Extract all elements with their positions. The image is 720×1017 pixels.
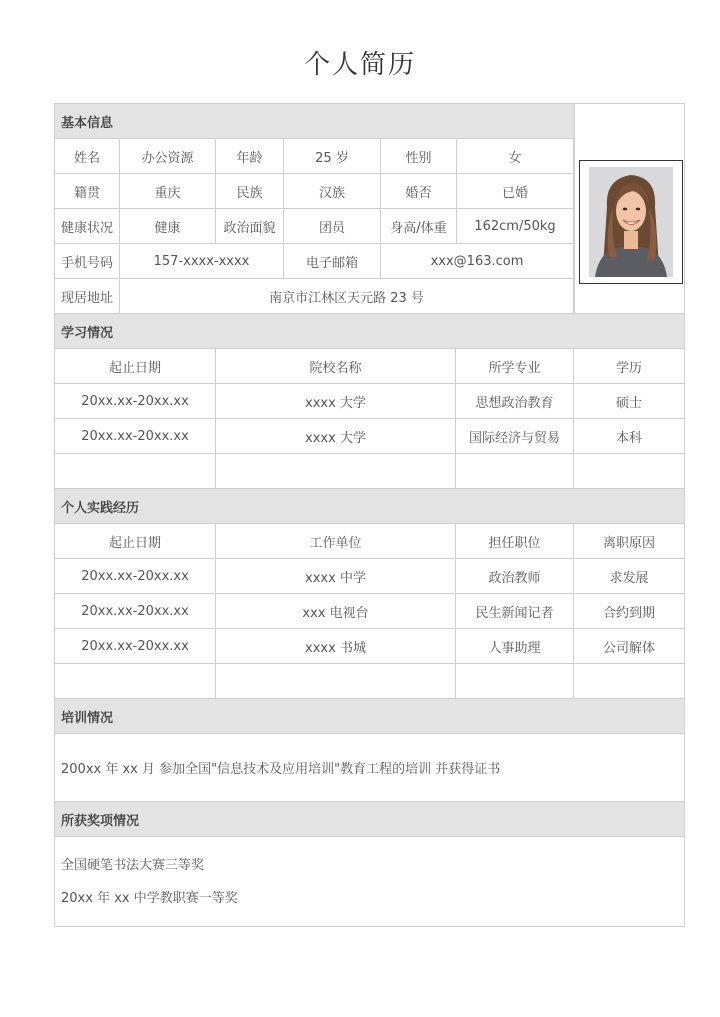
education-cell (216, 454, 456, 489)
education-cell: xxxx 大学 (216, 384, 456, 419)
photo-frame (579, 160, 683, 284)
phone-label: 手机号码 (55, 244, 120, 279)
practice-cell: xxx 电视台 (216, 594, 456, 629)
marital-label: 婚否 (381, 174, 457, 209)
award-item: 20xx 年 xx 中学教职赛一等奖 (61, 891, 238, 906)
practice-header-cell: 工作单位 (216, 524, 456, 559)
body-label: 身高/体重 (381, 209, 457, 244)
name-label: 姓名 (55, 139, 120, 174)
practice-cell: 人事助理 (456, 629, 574, 664)
age-value: 25 岁 (284, 139, 381, 174)
address-value: 南京市江林区天元路 23 号 (120, 279, 574, 314)
education-cell (456, 454, 574, 489)
practice-cell (55, 664, 216, 699)
practice-cell: 20xx.xx-20xx.xx (55, 594, 216, 629)
age-label: 年龄 (216, 139, 284, 174)
education-header-cell: 学历 (574, 349, 684, 384)
practice-cell: 合约到期 (574, 594, 684, 629)
political-label: 政治面貌 (216, 209, 284, 244)
practice-cell: 求发展 (574, 559, 684, 594)
page-title: 个人简历 (303, 50, 416, 80)
section-education: 学习情况 (55, 314, 684, 349)
ethnic-label: 民族 (216, 174, 284, 209)
education-header-cell: 起止日期 (55, 349, 216, 384)
health-label: 健康状况 (55, 209, 120, 244)
practice-cell: 政治教师 (456, 559, 574, 594)
education-header-cell: 所学专业 (456, 349, 574, 384)
practice-cell: 20xx.xx-20xx.xx (55, 559, 216, 594)
education-cell (574, 454, 684, 489)
gender-label: 性别 (381, 139, 457, 174)
name-value: 办公资源 (120, 139, 216, 174)
education-cell: 20xx.xx-20xx.xx (55, 384, 216, 419)
education-cell: 国际经济与贸易 (456, 419, 574, 454)
education-header-cell: 院校名称 (216, 349, 456, 384)
practice-cell: 公司解体 (574, 629, 684, 664)
practice-cell: 民生新闻记者 (456, 594, 574, 629)
section-basic-info: 基本信息 (55, 104, 574, 139)
health-value: 健康 (120, 209, 216, 244)
address-label: 现居地址 (55, 279, 120, 314)
resume-table (54, 103, 685, 927)
origin-label: 籍贯 (55, 174, 120, 209)
profile-photo (589, 167, 673, 277)
ethnic-value: 汉族 (284, 174, 381, 209)
practice-header-cell: 担任职位 (456, 524, 574, 559)
body-value: 162cm/50kg (457, 209, 574, 244)
practice-cell (574, 664, 684, 699)
education-cell (55, 454, 216, 489)
training-text: 200xx 年 xx 月 参加全国"信息技术及应用培训"教育工程的培训 并获得证书 (55, 734, 684, 802)
email-label: 电子邮箱 (284, 244, 381, 279)
practice-cell (456, 664, 574, 699)
education-cell: 本科 (574, 419, 684, 454)
practice-cell (216, 664, 456, 699)
section-training: 培训情况 (55, 699, 684, 734)
political-value: 团员 (284, 209, 381, 244)
email-value: xxx@163.com (381, 244, 574, 279)
education-cell: 20xx.xx-20xx.xx (55, 419, 216, 454)
practice-cell: xxxx 中学 (216, 559, 456, 594)
section-awards: 所获奖项情况 (55, 802, 684, 837)
education-cell: xxxx 大学 (216, 419, 456, 454)
practice-header-cell: 离职原因 (574, 524, 684, 559)
practice-header-cell: 起止日期 (55, 524, 216, 559)
phone-value: 157-xxxx-xxxx (120, 244, 284, 279)
section-practice: 个人实践经历 (55, 489, 684, 524)
marital-value: 已婚 (457, 174, 574, 209)
gender-value: 女 (457, 139, 574, 174)
origin-value: 重庆 (120, 174, 216, 209)
practice-cell: xxxx 书城 (216, 629, 456, 664)
practice-cell: 20xx.xx-20xx.xx (55, 629, 216, 664)
education-cell: 硕士 (574, 384, 684, 419)
education-cell: 思想政治教育 (456, 384, 574, 419)
award-item: 全国硬笔书法大赛三等奖 (61, 858, 205, 873)
